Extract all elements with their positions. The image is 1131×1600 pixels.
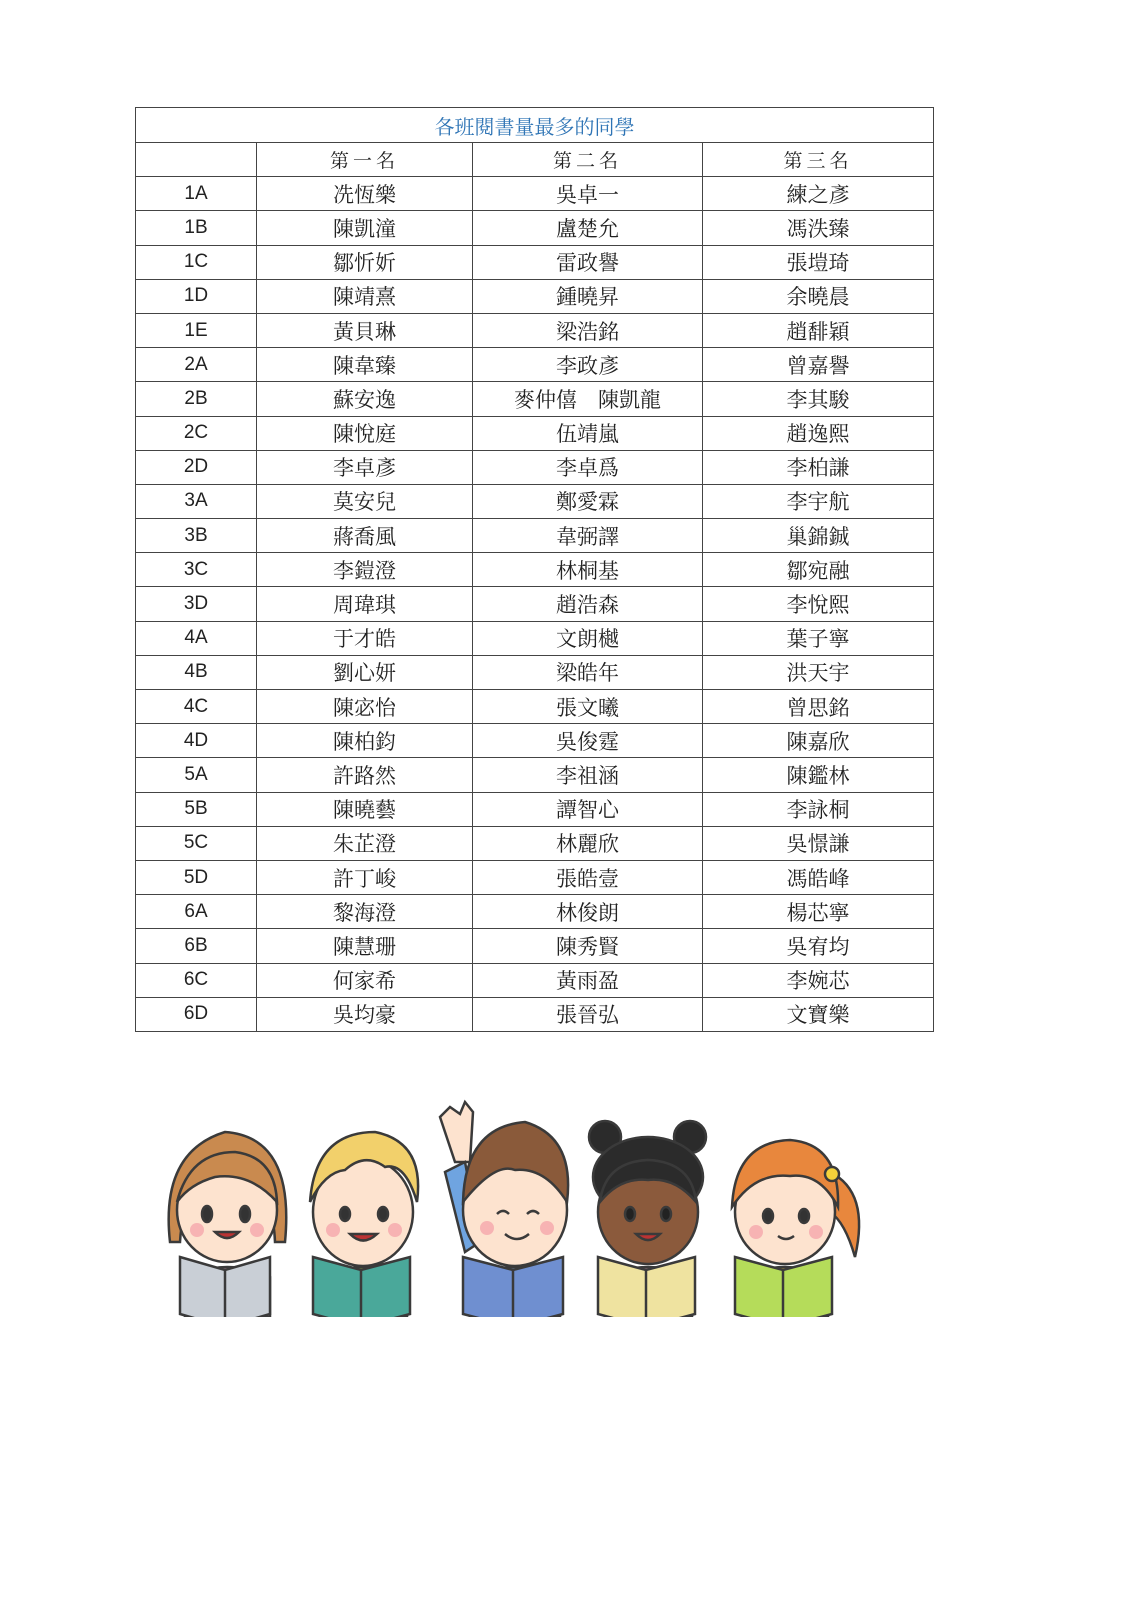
third-place-cell: 李詠桐 xyxy=(703,792,934,826)
table-row xyxy=(136,724,934,758)
third-place-cell: 馮皓峰 xyxy=(703,860,934,894)
first-place-cell: 陳悅庭 xyxy=(257,416,473,450)
child-5 xyxy=(732,1140,859,1317)
table-row xyxy=(136,450,934,484)
class-cell: 6D xyxy=(136,997,257,1031)
third-place-cell: 李柏謙 xyxy=(703,450,934,484)
header-class xyxy=(136,143,257,177)
second-place-cell: 鍾曉昇 xyxy=(473,279,703,313)
first-place-cell: 陳靖熹 xyxy=(257,279,473,313)
third-place-cell: 鄒宛融 xyxy=(703,553,934,587)
third-place-cell: 曾嘉譽 xyxy=(703,348,934,382)
second-place-cell: 吳卓一 xyxy=(473,177,703,211)
child-2 xyxy=(310,1132,418,1317)
third-place-cell: 張塏琦 xyxy=(703,245,934,279)
third-place-cell: 陳鑑林 xyxy=(703,758,934,792)
class-cell: 1A xyxy=(136,177,257,211)
third-place-cell: 趙馡穎 xyxy=(703,313,934,347)
table-row xyxy=(136,348,934,382)
first-place-cell: 陳慧珊 xyxy=(257,929,473,963)
header-third: 第三名 xyxy=(703,143,934,177)
third-place-cell: 練之彥 xyxy=(703,177,934,211)
third-place-cell: 巢錦鋮 xyxy=(703,519,934,553)
class-cell: 3B xyxy=(136,519,257,553)
third-place-cell: 吳憬謙 xyxy=(703,826,934,860)
table-title: 各班閱書量最多的同學 xyxy=(136,108,934,143)
third-place-cell: 趙逸熙 xyxy=(703,416,934,450)
second-place-cell: 張晉弘 xyxy=(473,997,703,1031)
first-place-cell: 蘇安逸 xyxy=(257,382,473,416)
class-cell: 4D xyxy=(136,724,257,758)
class-cell: 5D xyxy=(136,860,257,894)
second-place-cell: 吳俊霆 xyxy=(473,724,703,758)
table-row xyxy=(136,484,934,518)
third-place-cell: 楊芯寧 xyxy=(703,895,934,929)
table-body xyxy=(136,177,934,1032)
class-cell: 1B xyxy=(136,211,257,245)
second-place-cell: 趙浩森 xyxy=(473,587,703,621)
table-row xyxy=(136,553,934,587)
first-place-cell: 蔣喬風 xyxy=(257,519,473,553)
table-row xyxy=(136,313,934,347)
second-place-cell: 鄭愛霖 xyxy=(473,484,703,518)
first-place-cell: 于才皓 xyxy=(257,621,473,655)
table-row xyxy=(136,792,934,826)
third-place-cell: 李宇航 xyxy=(703,484,934,518)
title-row xyxy=(136,108,934,143)
class-cell: 3A xyxy=(136,484,257,518)
header-first: 第一名 xyxy=(257,143,473,177)
first-place-cell: 周瑋琪 xyxy=(257,587,473,621)
table-row xyxy=(136,929,934,963)
third-place-cell: 葉子寧 xyxy=(703,621,934,655)
third-place-cell: 吳宥均 xyxy=(703,929,934,963)
second-place-cell: 張文曦 xyxy=(473,690,703,724)
first-place-cell: 陳柏鈞 xyxy=(257,724,473,758)
first-place-cell: 陳韋臻 xyxy=(257,348,473,382)
class-cell: 1E xyxy=(136,313,257,347)
first-place-cell: 陳凱潼 xyxy=(257,211,473,245)
second-place-cell: 李祖涵 xyxy=(473,758,703,792)
table-row xyxy=(136,963,934,997)
second-place-cell: 韋弼譯 xyxy=(473,519,703,553)
first-place-cell: 鄒忻妡 xyxy=(257,245,473,279)
third-place-cell: 李悅熙 xyxy=(703,587,934,621)
class-cell: 5A xyxy=(136,758,257,792)
table-row xyxy=(136,860,934,894)
second-place-cell: 譚智心 xyxy=(473,792,703,826)
third-place-cell: 李婉芯 xyxy=(703,963,934,997)
third-place-cell: 陳嘉欣 xyxy=(703,724,934,758)
first-place-cell: 李卓彥 xyxy=(257,450,473,484)
table-row xyxy=(136,655,934,689)
class-cell: 4A xyxy=(136,621,257,655)
second-place-cell: 林俊朗 xyxy=(473,895,703,929)
third-place-cell: 文寶樂 xyxy=(703,997,934,1031)
third-place-cell: 曾思銘 xyxy=(703,690,934,724)
first-place-cell: 何家希 xyxy=(257,963,473,997)
children-reading-illustration xyxy=(155,1092,895,1321)
children-reading-image xyxy=(155,1092,895,1317)
second-place-cell: 盧楚允 xyxy=(473,211,703,245)
second-place-cell: 林桐基 xyxy=(473,553,703,587)
child-4 xyxy=(589,1121,706,1317)
class-cell: 2C xyxy=(136,416,257,450)
third-place-cell: 馮泆臻 xyxy=(703,211,934,245)
child-3 xyxy=(440,1102,568,1317)
table-row xyxy=(136,997,934,1031)
table-row xyxy=(136,382,934,416)
table-row xyxy=(136,211,934,245)
second-place-cell: 張皓壹 xyxy=(473,860,703,894)
second-place-cell: 梁浩銘 xyxy=(473,313,703,347)
first-place-cell: 吳均豪 xyxy=(257,997,473,1031)
table-row xyxy=(136,245,934,279)
class-cell: 3D xyxy=(136,587,257,621)
second-place-cell: 雷政譽 xyxy=(473,245,703,279)
second-place-cell: 李卓爲 xyxy=(473,450,703,484)
second-place-cell: 李政彥 xyxy=(473,348,703,382)
table-row xyxy=(136,279,934,313)
class-cell: 2B xyxy=(136,382,257,416)
first-place-cell: 劉心妍 xyxy=(257,655,473,689)
class-cell: 6B xyxy=(136,929,257,963)
first-place-cell: 黎海澄 xyxy=(257,895,473,929)
table-row xyxy=(136,690,934,724)
third-place-cell: 余曉晨 xyxy=(703,279,934,313)
second-place-cell: 陳秀賢 xyxy=(473,929,703,963)
first-place-cell: 許路然 xyxy=(257,758,473,792)
table-row xyxy=(136,621,934,655)
class-cell: 4C xyxy=(136,690,257,724)
second-place-cell: 文朗樾 xyxy=(473,621,703,655)
second-place-cell: 伍靖嵐 xyxy=(473,416,703,450)
class-cell: 1D xyxy=(136,279,257,313)
table-row xyxy=(136,587,934,621)
table-row xyxy=(136,416,934,450)
class-cell: 6A xyxy=(136,895,257,929)
first-place-cell: 陳宓怡 xyxy=(257,690,473,724)
reading-ranking-table xyxy=(135,107,934,1032)
third-place-cell: 李其駿 xyxy=(703,382,934,416)
class-cell: 6C xyxy=(136,963,257,997)
second-place-cell: 梁皓年 xyxy=(473,655,703,689)
table-row xyxy=(136,895,934,929)
first-place-cell: 黃貝琳 xyxy=(257,313,473,347)
class-cell: 5B xyxy=(136,792,257,826)
table-row xyxy=(136,758,934,792)
class-cell: 4B xyxy=(136,655,257,689)
second-place-cell: 麥仲僖 陳凱龍 xyxy=(473,382,703,416)
first-place-cell: 冼恆樂 xyxy=(257,177,473,211)
header-row xyxy=(136,143,934,177)
class-cell: 5C xyxy=(136,826,257,860)
class-cell: 3C xyxy=(136,553,257,587)
class-cell: 1C xyxy=(136,245,257,279)
second-place-cell: 林麗欣 xyxy=(473,826,703,860)
class-cell: 2D xyxy=(136,450,257,484)
third-place-cell: 洪天宇 xyxy=(703,655,934,689)
class-cell: 2A xyxy=(136,348,257,382)
table-row xyxy=(136,519,934,553)
first-place-cell: 許丁峻 xyxy=(257,860,473,894)
first-place-cell: 莫安兒 xyxy=(257,484,473,518)
child-1 xyxy=(169,1132,287,1317)
table-row xyxy=(136,177,934,211)
first-place-cell: 陳曉藝 xyxy=(257,792,473,826)
header-second: 第二名 xyxy=(473,143,703,177)
table-row xyxy=(136,826,934,860)
first-place-cell: 朱芷澄 xyxy=(257,826,473,860)
first-place-cell: 李鎧澄 xyxy=(257,553,473,587)
second-place-cell: 黃雨盈 xyxy=(473,963,703,997)
